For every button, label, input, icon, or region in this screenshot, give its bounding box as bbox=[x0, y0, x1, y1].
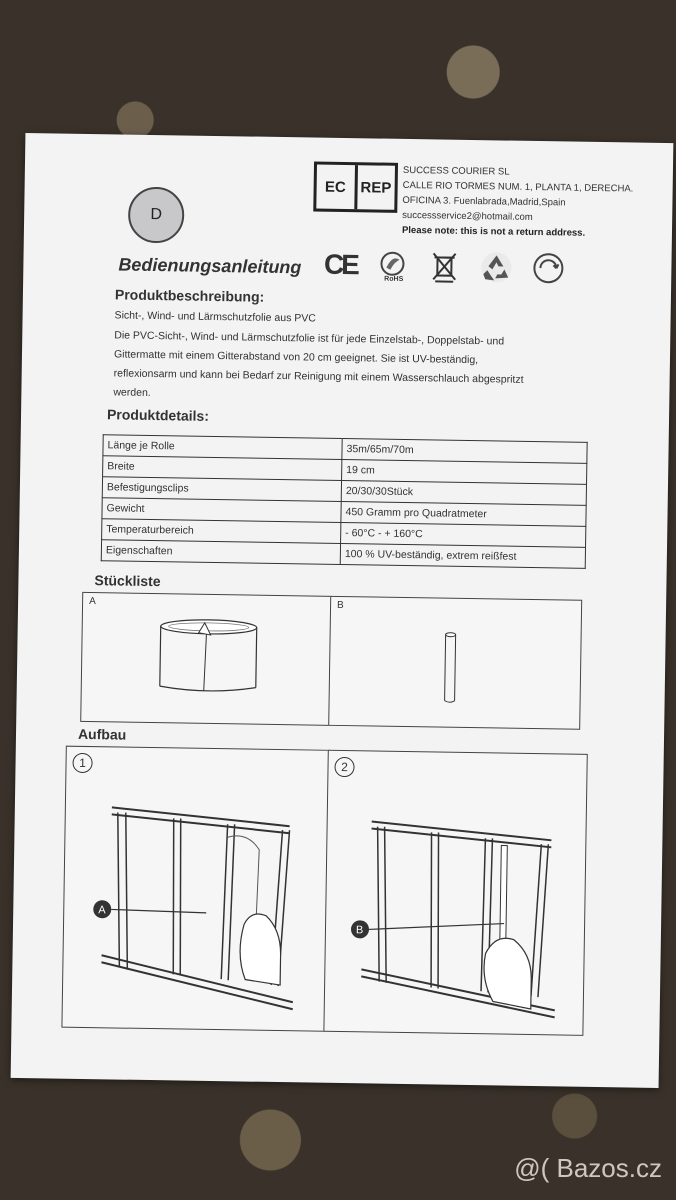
description-line: reflexionsarm und kann bei Bedarf zur Reinigung mit einem Wasserschlauch abgespritzt bbox=[113, 367, 524, 386]
ec-label: EC bbox=[316, 165, 357, 210]
detail-label: Eigenschaften bbox=[101, 540, 340, 565]
detail-value: - 60°C - + 160°C bbox=[341, 522, 586, 547]
details-heading: Produktdetails: bbox=[106, 406, 210, 424]
assembly-step-1-panel bbox=[61, 746, 329, 1032]
part-a-label: A bbox=[89, 596, 96, 608]
document-title: Bedienungsanleitung bbox=[118, 254, 302, 278]
paper-recycling-icon bbox=[531, 251, 566, 286]
callout-a-label: A bbox=[98, 904, 106, 917]
part-b-panel bbox=[328, 596, 582, 730]
detail-label: Länge je Rolle bbox=[103, 435, 342, 460]
detail-value: 35m/65m/70m bbox=[342, 438, 587, 463]
assembly-step-2-panel bbox=[323, 750, 587, 1036]
fastening-clip-illustration bbox=[439, 629, 460, 709]
assembly-heading: Aufbau bbox=[77, 725, 127, 743]
address-email: successservice2@hotmail.com bbox=[402, 209, 533, 223]
weee-bin-icon bbox=[427, 249, 462, 284]
detail-value: 450 Gramm pro Quadratmeter bbox=[341, 501, 586, 526]
part-b-label: B bbox=[336, 599, 344, 612]
address-line: OFICINA 3. Fuenlabrada,Madrid,Spain bbox=[402, 194, 566, 209]
ec-rep-symbol bbox=[313, 162, 398, 213]
product-details-table bbox=[101, 434, 588, 569]
return-note: Please note: this is not a return address. bbox=[401, 224, 586, 239]
address-line: SUCCESS COURIER SL bbox=[402, 164, 510, 178]
description-line: werden. bbox=[113, 386, 151, 399]
badge-letter: D bbox=[150, 205, 163, 224]
description-heading: Produktbeschreibung: bbox=[114, 286, 265, 305]
detail-label: Befestigungsclips bbox=[102, 477, 341, 502]
detail-label: Gewicht bbox=[102, 498, 341, 523]
ce-mark-icon: CE bbox=[323, 248, 358, 281]
representative-address bbox=[402, 163, 653, 242]
film-roll-illustration bbox=[156, 614, 261, 702]
step-1-illustration bbox=[75, 777, 319, 1021]
certification-icons bbox=[323, 248, 566, 286]
callout-b-label: B bbox=[355, 924, 364, 937]
description-line: Gittermatte mit einem Gitterabstand von 20 cm geeignet. Sie ist UV-beständig, bbox=[113, 348, 479, 367]
description-line: Sicht-, Wind- und Lärmschutzfolie aus PVC bbox=[114, 309, 317, 325]
step-1-number: 1 bbox=[72, 753, 92, 773]
recycle-icon bbox=[479, 250, 514, 285]
detail-label: Breite bbox=[103, 456, 342, 481]
parts-list-heading: Stückliste bbox=[94, 572, 161, 590]
bazos-watermark: @( Bazos.cz bbox=[514, 1153, 662, 1183]
rohs-icon bbox=[375, 248, 410, 283]
address-line: CALLE RIO TORMES NUM. 1, PLANTA 1, DERECHA. bbox=[402, 179, 634, 195]
instruction-sheet bbox=[11, 133, 674, 1088]
description-line: Die PVC-Sicht-, Wind- und Lärmschutzfolie ist für jede Einzelstab-, Doppelstab- und bbox=[114, 329, 505, 348]
step-2-illustration bbox=[335, 781, 579, 1025]
detail-label: Temperaturbereich bbox=[102, 519, 341, 544]
detail-value: 19 cm bbox=[342, 459, 587, 484]
detail-value: 100 % UV-beständig, extrem reißfest bbox=[340, 543, 585, 568]
language-badge bbox=[128, 187, 185, 244]
part-a-panel bbox=[80, 592, 332, 726]
step-2-number: 2 bbox=[334, 757, 354, 777]
detail-value: 20/30/30Stück bbox=[341, 480, 586, 505]
rep-label: REP bbox=[360, 178, 392, 197]
rohs-label: RoHS bbox=[384, 275, 404, 283]
